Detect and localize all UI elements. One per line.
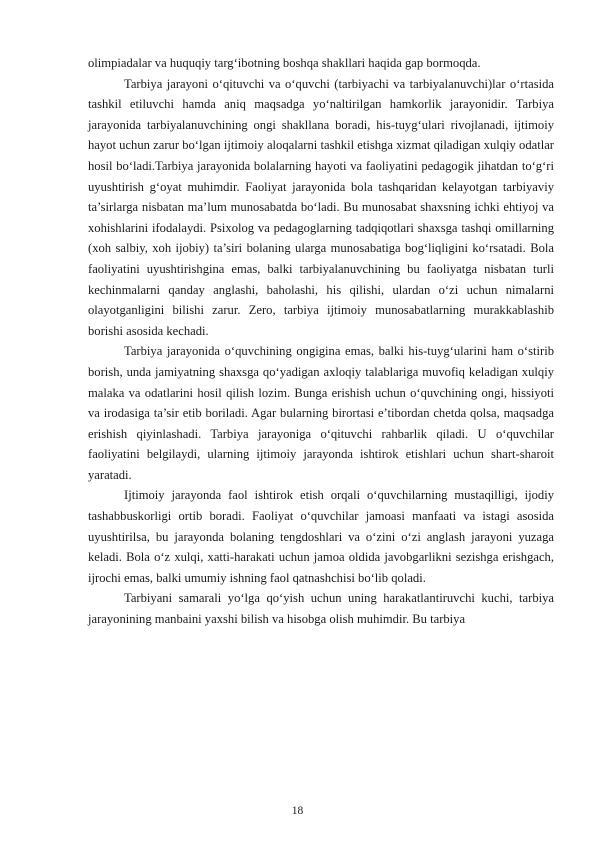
page-number: 18 [291,805,304,817]
paragraph-continuation: olimpiadalar va huquqiy targ‘ibotning boshqa shakllari haqida gap bormoqda. [88,56,481,70]
document-page [88,53,554,630]
paragraph-social-participation: Ijtimoiy jarayonda faol ishtirok etish orqali o‘quvchilarning mustaqilligi, ijodiy tashabbuskorligi ortib boradi. Faoliyat o‘quvchilar jamoasi manfaati va istagi asosida uyushtirilsa, bu jarayonda bolaning tengdoshlari va o‘zini o‘zi anglash jarayoni yuzaga keladi. Bola o‘z xulqi, xatti-harakati uchun jamoa oldida javobgarlikni sezishga erishgach, ijrochi emas, balki umumiy ishning faol qatnashchisi bo‘lib qoladi. [88,488,554,585]
paragraph-consciousness-and-feelings: Tarbiya jarayonida o‘quvchining ongigina emas, balki his-tuyg‘ularini ham o‘stirib borish, unda jamiyatning shaxsga qo‘yadigan axloqiy talablariga muvofiq keladigan xulqiy malaka va odatlarini hosil qilish lozim. Bunga erishish uchun o‘quvchining ongi, hissiyoti va irodasiga ta’sir etib boriladi. Agar bularning birortasi e’tibordan chetda qolsa, maqsadga erishish qiyinlashadi. Tarbiya jarayoniga o‘qituvchi rahbarlik qiladi. U o‘quvchilar faoliyatini belgilaydi, ularning ijtimoiy jarayonda ishtirok etishlari uchun shart-sharoit yaratadi. [88,344,554,482]
paragraph-driving-force: Tarbiyani samarali yo‘lga qo‘yish uchun uning harakatlantiruvchi kuchi, tarbiya jarayonining manbaini yaxshi bilish va hisobga olish muhimdir. Bu tarbiya [88,591,554,627]
paragraph-upbringing-process: Tarbiya jarayoni o‘qituvchi va o‘quvchi (tarbiyachi va tarbiyalanuvchi)lar o‘rtasida tashkil etiluvchi hamda aniq maqsadga yo‘naltirilgan hamkorlik jarayonidir. Tarbiya jarayonida tarbiyalanuvchining ongi shakllana boradi, his-tuyg‘ulari rivojlanadi, ijtimoiy hayot uchun zarur bo‘lgan ijtimoiy aloqalarni tashkil etishga xizmat qiladigan xulqiy odatlar hosil bo‘ladi.Tarbiya jarayonida bolalarning hayoti va faoliyatini pedagogik jihatdan to‘g‘ri uyushtirish g‘oyat muhimdir. Faoliyat jarayonida bola tashqaridan kelayotgan tarbiyaviy ta’sirlarga nisbatan ma’lum munosabatda bo‘ladi. Bu munosabat shaxsning ichki ehtiyoj va xohishlarini ifodalaydi. Psixolog va pedagoglarning tadqiqotlari shaxsga tashqi omillarning (xoh salbiy, xoh ijobiy) ta’siri bolaning ularga munosabatiga bog‘liqligini ko‘rsatadi. Bola faoliyatini uyushtirishgina emas, balki tarbiyalanuvchining bu faoliyatga nisbatan turli kechinmalarni qanday anglashi, baholashi, his qilishi, ulardan o‘zi uchun nimalarni olayotganligini bilishi zarur. Zero, tarbiya ijtimoiy munosabatlarning murakkablashib borishi asosida kechadi. [88,76,554,338]
